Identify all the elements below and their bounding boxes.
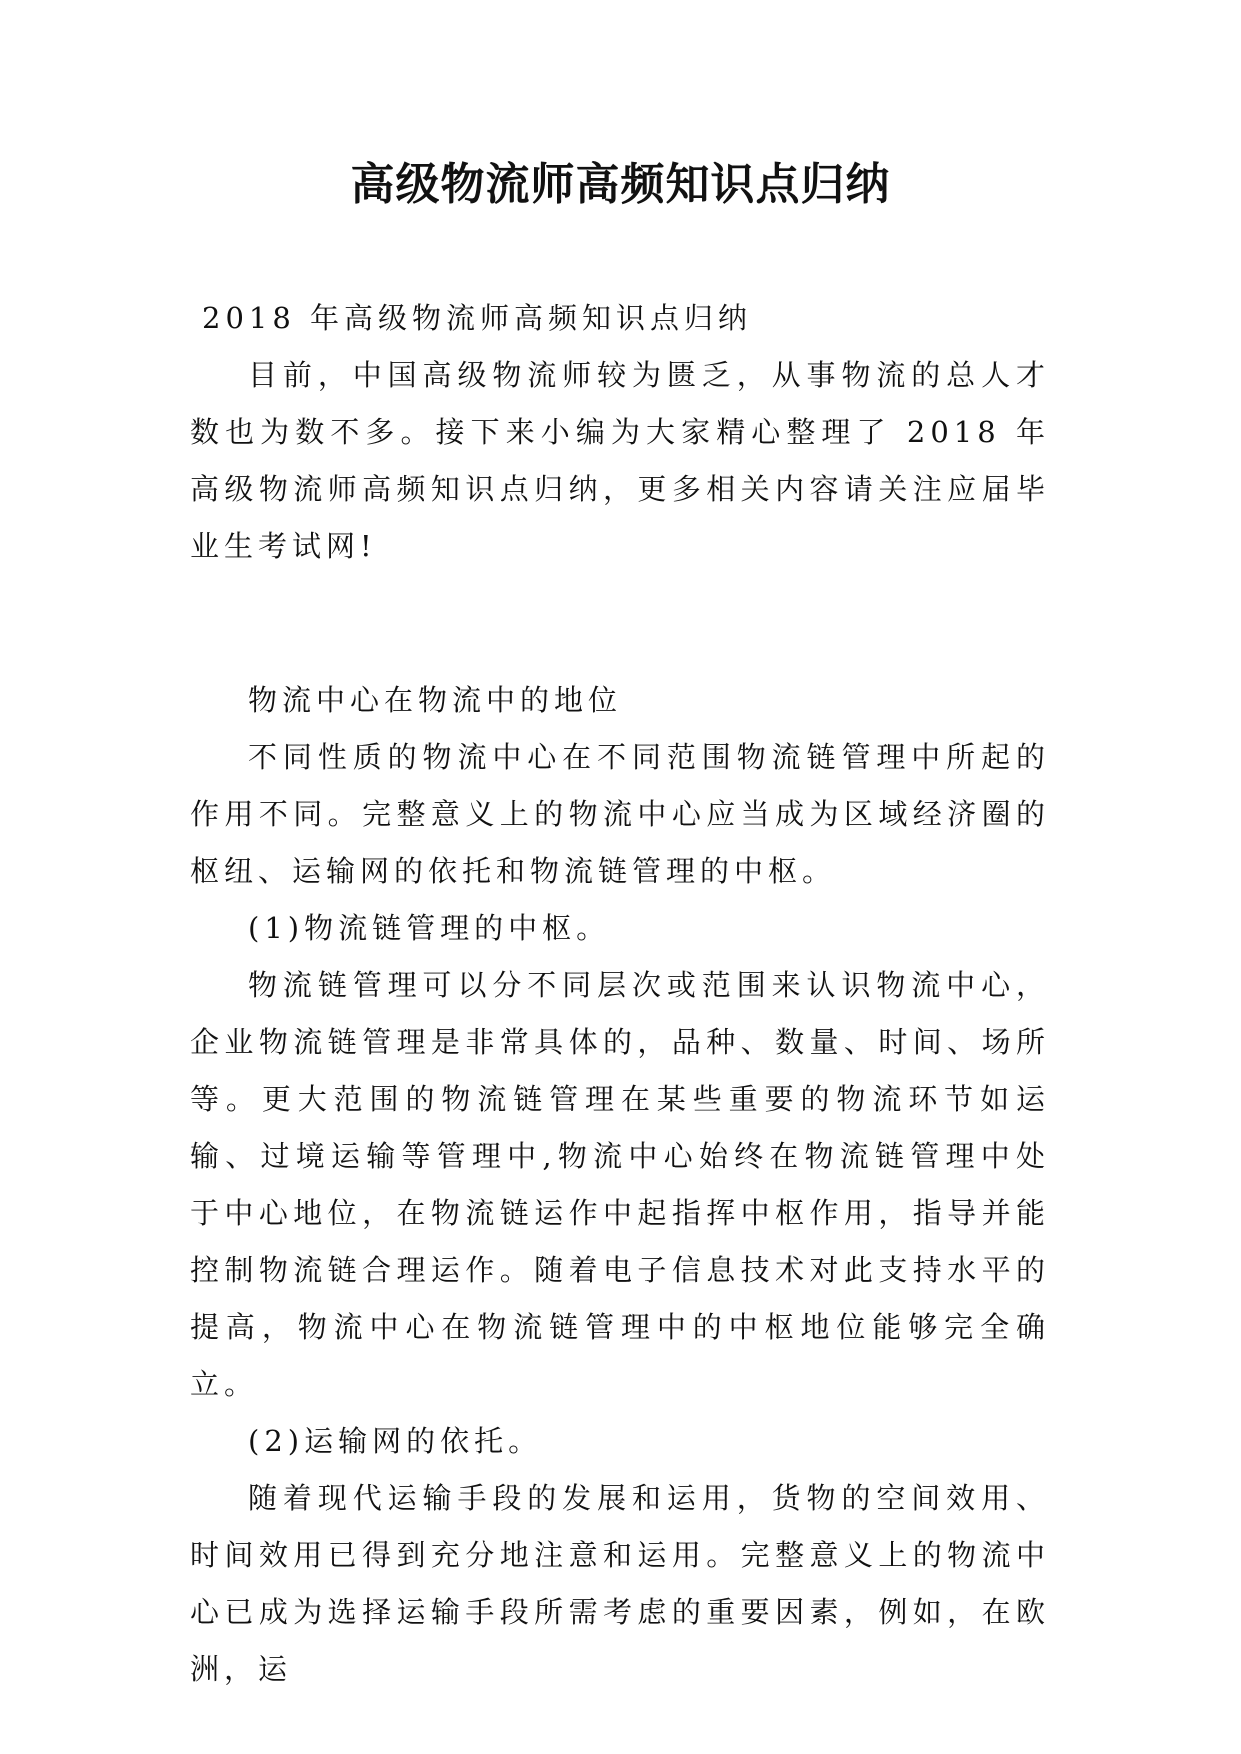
body-paragraph: 物流链管理可以分不同层次或范围来认识物流中心，企业物流链管理是非常具体的，品种、数量、时间、场所等。更大范围的物流链管理在某些重要的物流环节如运输、过境运输等管理中,物流中心始终在物流链管理中处于中心地位，在物流链运作中起指挥中枢作用，指导并能控制物流链合理运作。随着电子信息技术对此支持水平的提高，物流中心在物流链管理中的中枢地位能够完全确立。 bbox=[190, 968, 1050, 1401]
body-paragraph: 不同性质的物流中心在不同范围物流链管理中所起的作用不同。完整意义上的物流中心应当成为区域经济圈的枢纽、运输网的依托和物流链管理的中枢。 bbox=[190, 740, 1050, 888]
document-title: 高级物流师高频知识点归纳 bbox=[350, 159, 891, 210]
body-paragraph: 随着现代运输手段的发展和运用，货物的空间效用、时间效用已得到充分地注意和运用。完整意义上的物流中心已成为选择运输手段所需考虑的重要因素，例如，在欧洲，运 bbox=[190, 1481, 1050, 1686]
document-subtitle: 2018 年高级物流师高频知识点归纳 bbox=[202, 301, 753, 335]
item-heading: (2)运输网的依托。 bbox=[248, 1424, 543, 1458]
section-heading: 物流中心在物流中的地位 bbox=[248, 683, 623, 717]
intro-paragraph: 目前，中国高级物流师较为匮乏，从事物流的总人才数也为数不多。接下来小编为大家精心整理了 2018 年高级物流师高频知识点归纳，更多相关内容请关注应届毕业生考试网! bbox=[190, 358, 1050, 563]
paragraph-spacer bbox=[190, 575, 1050, 672]
item-heading: (1)物流链管理的中枢。 bbox=[248, 911, 611, 945]
document-body bbox=[190, 290, 1050, 1698]
